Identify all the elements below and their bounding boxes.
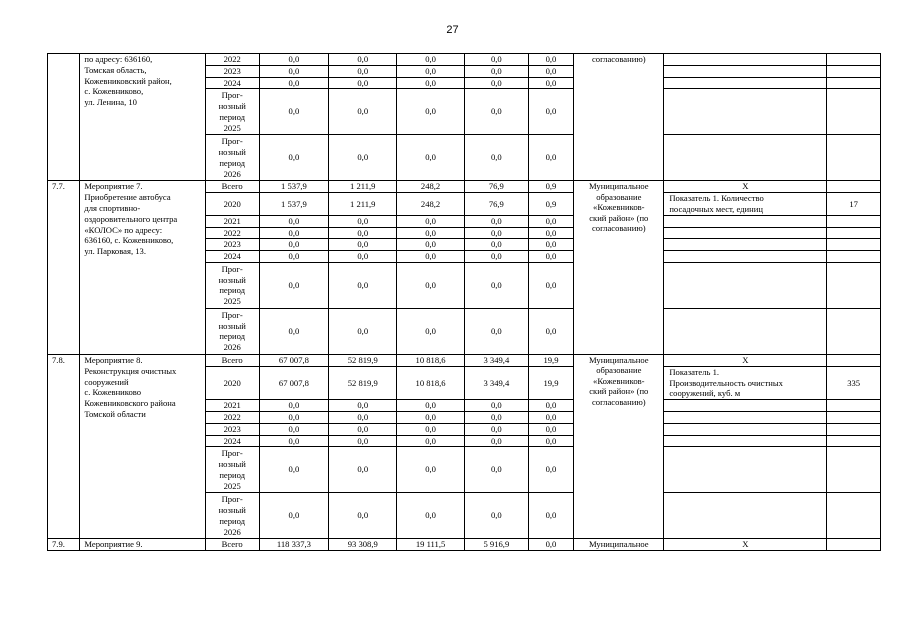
local-cell: 0,0 bbox=[464, 135, 528, 181]
indicator-value-cell bbox=[827, 135, 881, 181]
local-cell: 3 349,4 bbox=[464, 366, 528, 399]
local-cell: 0,0 bbox=[464, 400, 528, 412]
indicator-cell bbox=[664, 251, 827, 263]
period-cell: 2023 bbox=[205, 65, 259, 77]
federal-cell: 0,0 bbox=[329, 493, 397, 539]
indicator-value-cell bbox=[827, 239, 881, 251]
federal-cell: 0,0 bbox=[329, 251, 397, 263]
executor-cell: согласованию) bbox=[574, 54, 664, 181]
period-cell: 2022 bbox=[205, 227, 259, 239]
measure-number: 7.8. bbox=[48, 354, 80, 538]
total-cell: 0,0 bbox=[259, 411, 329, 423]
other-cell: 0,0 bbox=[528, 539, 574, 551]
federal-cell: 0,0 bbox=[329, 65, 397, 77]
period-cell: 2024 bbox=[205, 77, 259, 89]
federal-cell: 0,0 bbox=[329, 54, 397, 66]
federal-cell: 1 211,9 bbox=[329, 193, 397, 216]
federal-cell: 0,0 bbox=[329, 135, 397, 181]
indicator-value-cell bbox=[827, 400, 881, 412]
local-cell: 0,0 bbox=[464, 308, 528, 354]
indicator-cell bbox=[664, 89, 827, 135]
local-cell: 0,0 bbox=[464, 262, 528, 308]
regional-cell: 0,0 bbox=[397, 400, 465, 412]
local-cell: 0,0 bbox=[464, 423, 528, 435]
measure-name: по адресу: 636160, Томская область, Кожевниковский район, с. Кожевниково, ул. Ленина, 10 bbox=[80, 54, 206, 181]
regional-cell: 10 818,6 bbox=[397, 354, 465, 366]
period-cell: Всего bbox=[205, 354, 259, 366]
indicator-value-cell bbox=[827, 447, 881, 493]
table-row bbox=[48, 539, 881, 551]
total-cell: 67 007,8 bbox=[259, 354, 329, 366]
total-cell: 0,0 bbox=[259, 239, 329, 251]
regional-cell: 0,0 bbox=[397, 239, 465, 251]
total-cell: 0,0 bbox=[259, 493, 329, 539]
total-cell: 0,0 bbox=[259, 435, 329, 447]
local-cell: 3 349,4 bbox=[464, 354, 528, 366]
indicator-cell bbox=[664, 447, 827, 493]
measure-number bbox=[48, 54, 80, 181]
period-cell: 2022 bbox=[205, 411, 259, 423]
total-cell: 0,0 bbox=[259, 215, 329, 227]
other-cell: 0,0 bbox=[528, 135, 574, 181]
indicator-value-cell bbox=[827, 308, 881, 354]
other-cell: 0,9 bbox=[528, 193, 574, 216]
indicator-value-cell bbox=[827, 493, 881, 539]
indicator-value-cell bbox=[827, 54, 881, 66]
other-cell: 0,0 bbox=[528, 239, 574, 251]
federal-cell: 0,0 bbox=[329, 89, 397, 135]
total-cell: 1 537,9 bbox=[259, 193, 329, 216]
regional-cell: 0,0 bbox=[397, 227, 465, 239]
period-cell: 2020 bbox=[205, 366, 259, 399]
local-cell: 76,9 bbox=[464, 181, 528, 193]
indicator-value-cell bbox=[827, 539, 881, 551]
other-cell: 0,0 bbox=[528, 54, 574, 66]
local-cell: 0,0 bbox=[464, 77, 528, 89]
regional-cell: 0,0 bbox=[397, 447, 465, 493]
total-cell: 67 007,8 bbox=[259, 366, 329, 399]
indicator-value-cell bbox=[827, 354, 881, 366]
federal-cell: 0,0 bbox=[329, 400, 397, 412]
period-cell: Прог- нозный период 2025 bbox=[205, 262, 259, 308]
indicator-cell bbox=[664, 77, 827, 89]
period-cell: Прог- нозный период 2026 bbox=[205, 308, 259, 354]
federal-cell: 0,0 bbox=[329, 77, 397, 89]
federal-cell: 93 308,9 bbox=[329, 539, 397, 551]
indicator-value-cell bbox=[827, 89, 881, 135]
federal-cell: 0,0 bbox=[329, 227, 397, 239]
period-cell: 2021 bbox=[205, 215, 259, 227]
regional-cell: 0,0 bbox=[397, 308, 465, 354]
total-cell: 0,0 bbox=[259, 251, 329, 263]
other-cell: 0,0 bbox=[528, 77, 574, 89]
indicator-cell: Показатель 1. Производительность очистных сооружений, куб. м bbox=[664, 366, 827, 399]
indicator-cell: X bbox=[664, 539, 827, 551]
indicator-cell bbox=[664, 135, 827, 181]
period-cell: Прог- нозный период 2025 bbox=[205, 89, 259, 135]
total-cell: 0,0 bbox=[259, 89, 329, 135]
indicator-value-cell bbox=[827, 181, 881, 193]
local-cell: 0,0 bbox=[464, 447, 528, 493]
regional-cell: 248,2 bbox=[397, 193, 465, 216]
total-cell: 0,0 bbox=[259, 262, 329, 308]
measure-name: Мероприятие 7. Приобретение автобуса для спортивно- оздоровительного центра «КОЛОС» по адресу: 636160, с. Кожевниково, ул. Парковая, 13. bbox=[80, 181, 206, 355]
local-cell: 0,0 bbox=[464, 54, 528, 66]
indicator-cell bbox=[664, 493, 827, 539]
federal-cell: 52 819,9 bbox=[329, 366, 397, 399]
local-cell: 0,0 bbox=[464, 251, 528, 263]
indicator-cell: X bbox=[664, 354, 827, 366]
local-cell: 0,0 bbox=[464, 215, 528, 227]
other-cell: 0,0 bbox=[528, 65, 574, 77]
indicator-value-cell bbox=[827, 77, 881, 89]
other-cell: 0,0 bbox=[528, 447, 574, 493]
indicator-cell bbox=[664, 423, 827, 435]
regional-cell: 0,0 bbox=[397, 89, 465, 135]
regional-cell: 19 111,5 bbox=[397, 539, 465, 551]
period-cell: Прог- нозный период 2026 bbox=[205, 493, 259, 539]
regional-cell: 0,0 bbox=[397, 435, 465, 447]
indicator-value-cell bbox=[827, 227, 881, 239]
federal-cell: 0,0 bbox=[329, 308, 397, 354]
indicator-cell: X bbox=[664, 181, 827, 193]
other-cell: 0,0 bbox=[528, 423, 574, 435]
local-cell: 0,0 bbox=[464, 493, 528, 539]
indicator-cell bbox=[664, 215, 827, 227]
period-cell: 2021 bbox=[205, 400, 259, 412]
table-row bbox=[48, 54, 881, 66]
regional-cell: 0,0 bbox=[397, 251, 465, 263]
federal-cell: 0,0 bbox=[329, 447, 397, 493]
other-cell: 0,0 bbox=[528, 435, 574, 447]
indicator-cell bbox=[664, 262, 827, 308]
regional-cell: 0,0 bbox=[397, 215, 465, 227]
total-cell: 0,0 bbox=[259, 65, 329, 77]
total-cell: 0,0 bbox=[259, 227, 329, 239]
indicator-cell bbox=[664, 435, 827, 447]
other-cell: 0,0 bbox=[528, 215, 574, 227]
total-cell: 0,0 bbox=[259, 447, 329, 493]
period-cell: 2023 bbox=[205, 239, 259, 251]
total-cell: 0,0 bbox=[259, 54, 329, 66]
total-cell: 0,0 bbox=[259, 400, 329, 412]
other-cell: 0,0 bbox=[528, 411, 574, 423]
other-cell: 0,0 bbox=[528, 251, 574, 263]
regional-cell: 0,0 bbox=[397, 262, 465, 308]
local-cell: 0,0 bbox=[464, 239, 528, 251]
indicator-cell bbox=[664, 400, 827, 412]
total-cell: 0,0 bbox=[259, 308, 329, 354]
total-cell: 0,0 bbox=[259, 77, 329, 89]
indicator-cell bbox=[664, 227, 827, 239]
regional-cell: 0,0 bbox=[397, 423, 465, 435]
regional-cell: 0,0 bbox=[397, 493, 465, 539]
regional-cell: 10 818,6 bbox=[397, 366, 465, 399]
other-cell: 0,0 bbox=[528, 493, 574, 539]
local-cell: 5 916,9 bbox=[464, 539, 528, 551]
indicator-cell bbox=[664, 308, 827, 354]
other-cell: 0,0 bbox=[528, 262, 574, 308]
federal-cell: 1 211,9 bbox=[329, 181, 397, 193]
other-cell: 0,0 bbox=[528, 227, 574, 239]
federal-cell: 0,0 bbox=[329, 215, 397, 227]
indicator-value-cell bbox=[827, 215, 881, 227]
regional-cell: 0,0 bbox=[397, 54, 465, 66]
period-cell: Прог- нозный период 2025 bbox=[205, 447, 259, 493]
measure-name: Мероприятие 9. bbox=[80, 539, 206, 551]
period-cell: 2024 bbox=[205, 251, 259, 263]
executor-cell: Муниципальное образование «Кожевников- ский район» (по согласованию) bbox=[574, 354, 664, 538]
local-cell: 0,0 bbox=[464, 65, 528, 77]
executor-cell: Муниципальное bbox=[574, 539, 664, 551]
regional-cell: 248,2 bbox=[397, 181, 465, 193]
indicator-value-cell bbox=[827, 262, 881, 308]
total-cell: 1 537,9 bbox=[259, 181, 329, 193]
other-cell: 19,9 bbox=[528, 366, 574, 399]
executor-cell: Муниципальное образование «Кожевников- ский район» (по согласованию) bbox=[574, 181, 664, 355]
measure-number: 7.7. bbox=[48, 181, 80, 355]
indicator-value-cell bbox=[827, 251, 881, 263]
indicator-value-cell bbox=[827, 423, 881, 435]
federal-cell: 0,0 bbox=[329, 262, 397, 308]
page-number: 27 bbox=[446, 24, 459, 36]
indicator-value-cell: 335 bbox=[827, 366, 881, 399]
federal-cell: 52 819,9 bbox=[329, 354, 397, 366]
total-cell: 118 337,3 bbox=[259, 539, 329, 551]
total-cell: 0,0 bbox=[259, 135, 329, 181]
local-cell: 0,0 bbox=[464, 89, 528, 135]
indicator-value-cell bbox=[827, 411, 881, 423]
indicator-cell bbox=[664, 239, 827, 251]
other-cell: 0,0 bbox=[528, 308, 574, 354]
indicator-value-cell: 17 bbox=[827, 193, 881, 216]
regional-cell: 0,0 bbox=[397, 77, 465, 89]
regional-cell: 0,0 bbox=[397, 411, 465, 423]
budget-table bbox=[47, 53, 881, 551]
local-cell: 76,9 bbox=[464, 193, 528, 216]
other-cell: 0,0 bbox=[528, 400, 574, 412]
period-cell: Всего bbox=[205, 539, 259, 551]
regional-cell: 0,0 bbox=[397, 65, 465, 77]
period-cell: 2020 bbox=[205, 193, 259, 216]
federal-cell: 0,0 bbox=[329, 435, 397, 447]
period-cell: Всего bbox=[205, 181, 259, 193]
period-cell: 2024 bbox=[205, 435, 259, 447]
table-row bbox=[48, 181, 881, 193]
indicator-cell: Показатель 1. Количество посадочных мест, единиц bbox=[664, 193, 827, 216]
measure-name: Мероприятие 8. Реконструкция очистных сооружений с. Кожевниково Кожевниковского района Томской области bbox=[80, 354, 206, 538]
measure-number: 7.9. bbox=[48, 539, 80, 551]
indicator-cell bbox=[664, 65, 827, 77]
local-cell: 0,0 bbox=[464, 435, 528, 447]
indicator-cell bbox=[664, 411, 827, 423]
indicator-cell bbox=[664, 54, 827, 66]
federal-cell: 0,0 bbox=[329, 411, 397, 423]
period-cell: 2023 bbox=[205, 423, 259, 435]
local-cell: 0,0 bbox=[464, 411, 528, 423]
federal-cell: 0,0 bbox=[329, 423, 397, 435]
indicator-value-cell bbox=[827, 435, 881, 447]
other-cell: 0,0 bbox=[528, 89, 574, 135]
total-cell: 0,0 bbox=[259, 423, 329, 435]
indicator-value-cell bbox=[827, 65, 881, 77]
other-cell: 0,9 bbox=[528, 181, 574, 193]
regional-cell: 0,0 bbox=[397, 135, 465, 181]
period-cell: Прог- нозный период 2026 bbox=[205, 135, 259, 181]
federal-cell: 0,0 bbox=[329, 239, 397, 251]
period-cell: 2022 bbox=[205, 54, 259, 66]
table-row bbox=[48, 354, 881, 366]
other-cell: 19,9 bbox=[528, 354, 574, 366]
local-cell: 0,0 bbox=[464, 227, 528, 239]
